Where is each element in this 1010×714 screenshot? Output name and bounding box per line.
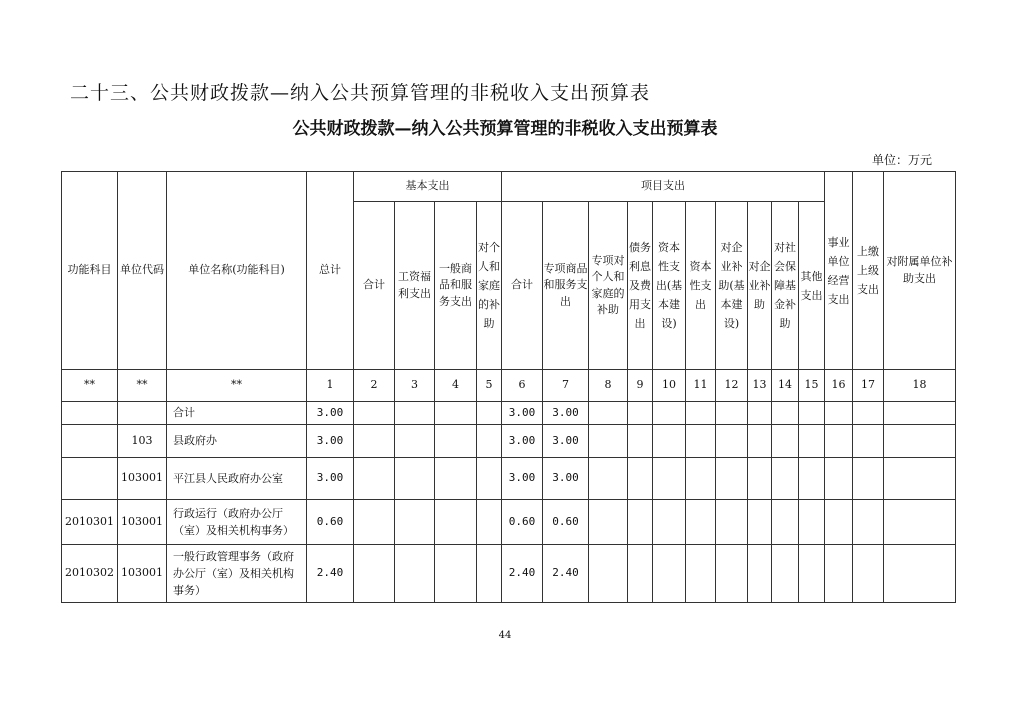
table-row: 103001 平江县人民政府办公室 3.00 3.00 3.00 [62,458,956,500]
header-p-goods: 专项商品和服务支出 [543,202,589,370]
header-p-ent: 对企业补助 [748,202,772,370]
header-p-total: 合计 [502,202,543,370]
page-number: 44 [498,630,512,641]
header-unit-code: 单位代码 [118,172,167,370]
table-row: 合计 3.00 3.00 3.00 [62,402,956,425]
unit-label: 单位：万元 [871,153,932,167]
header-b-wage: 工资福利支出 [395,202,435,370]
header-affil: 对附属单位补助支出 [884,172,956,370]
header-b-total: 合计 [354,202,395,370]
table-row: 2010301 103001 行政运行（政府办公厅（室）及相关机构事务） 0.60 0.60 0.60 [62,500,956,545]
header-unit-name: 单位名称(功能科目) [167,172,307,370]
header-project: 项目支出 [502,172,825,202]
header-biz: 事业单位经营支出 [825,172,853,370]
budget-table [61,171,956,603]
header-func: 功能科目 [62,172,118,370]
header-p-social: 对社会保障基金补助 [772,202,799,370]
header-b-subsidy: 对个人和家庭的补助 [477,202,502,370]
header-upper: 上缴上级支出 [853,172,884,370]
table-row: 2010302 103001 一般行政管理事务（政府办公厅（室）及相关机构事务） 2.40 2.40 2.40 [62,545,956,603]
header-p-capital-basic: 资本性支出(基本建设) [653,202,686,370]
index-row: ** ** ** 1 2 3 4 5 6 7 8 9 10 11 12 13 14 15 16 17 18 [62,370,956,402]
header-basic: 基本支出 [354,172,502,202]
table-title: 公共财政拨款—纳入公共预算管理的非税收入支出预算表 [292,119,718,139]
header-p-subsidy: 专项对个人和家庭的补助 [589,202,628,370]
header-b-goods: 一般商品和服务支出 [435,202,477,370]
table-row: 103 县政府办 3.00 3.00 3.00 [62,425,956,458]
header-total: 总计 [307,172,354,370]
header-p-other: 其他支出 [799,202,825,370]
header-p-capital: 资本性支出 [686,202,716,370]
header-p-ent-basic: 对企业补助(基本建设) [716,202,748,370]
header-p-debt: 债务利息及费用支出 [628,202,653,370]
section-title: 二十三、公共财政拨款—纳入公共预算管理的非税收入支出预算表 [70,82,651,104]
